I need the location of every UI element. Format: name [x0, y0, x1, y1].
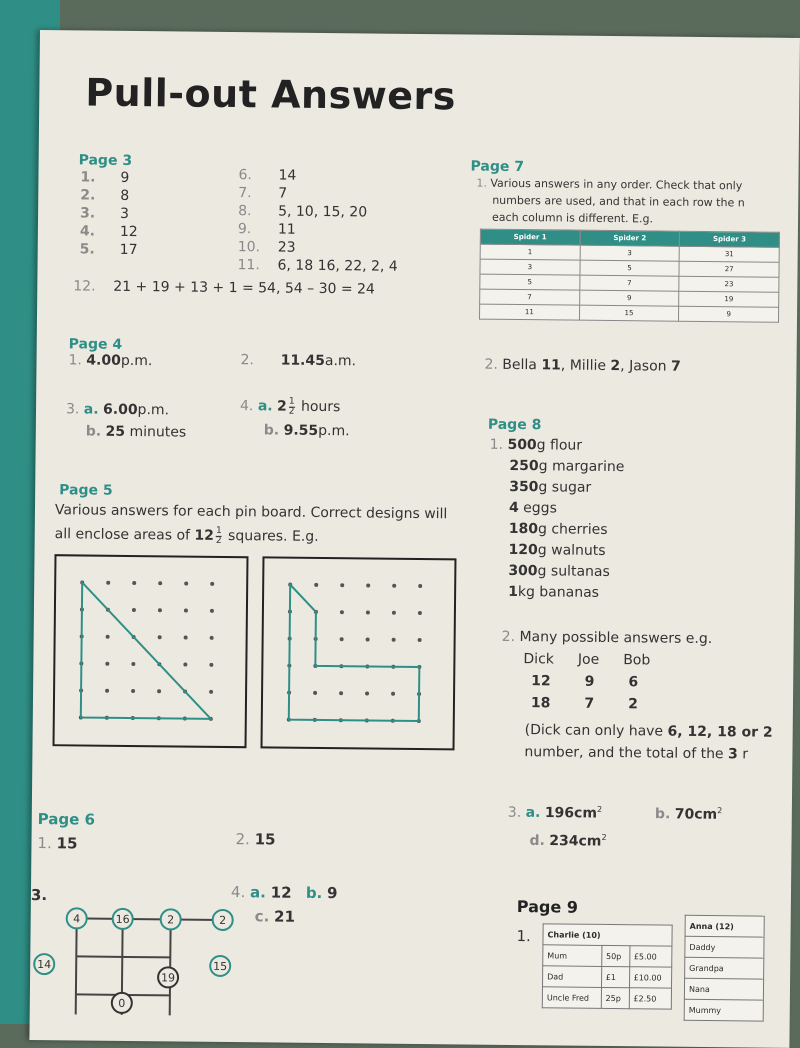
worksheet-page	[29, 30, 800, 1048]
pin-dot	[158, 581, 162, 585]
page-3-answers-left: 1. 9 2. 8 3. 3 4. 12 5. 17	[79, 169, 138, 259]
spider-cell: 3	[580, 245, 680, 261]
fraction-half: $\frac{1}{2}$	[215, 525, 222, 546]
spider-cell: 3	[480, 259, 580, 275]
pin-dot	[106, 635, 110, 639]
spider-cell: 1	[480, 244, 580, 260]
pin-dot	[391, 692, 395, 696]
page-6-q1: 1. 15	[37, 834, 78, 853]
spider-cell: 23	[679, 276, 779, 292]
spider-header-3: Spider 3	[680, 231, 780, 247]
anna-money-table: Anna (12) Daddy Grandpa Nana Mummy	[684, 915, 765, 1022]
number-circle-label: 2	[167, 913, 175, 927]
page-8-q3: 3. a. $196cm^2$ b. $70cm^2$ d. $234cm^2$	[507, 804, 723, 850]
pin-dot	[132, 581, 136, 585]
pin-dot	[105, 689, 109, 693]
pin-dot	[158, 608, 162, 612]
page-5-heading: Page 5	[59, 482, 113, 499]
page-6-heading: Page 6	[37, 810, 96, 829]
page-3-q12: 12. 21 + 19 + 13 + 1 = 54, 54 – 30 = 24	[73, 278, 375, 298]
page-6-q4: 4. a. 12 b. 9 c. 21	[230, 883, 338, 926]
spider-cell: 7	[579, 275, 679, 291]
spider-table	[479, 229, 780, 323]
pin-dot	[210, 636, 214, 640]
page-4-q2: 2. 11.45a.m.	[240, 352, 357, 370]
fraction-half: $\frac{1}{2}$	[288, 396, 295, 417]
number-circle-label: 14	[37, 958, 52, 972]
pin-dot	[366, 583, 370, 587]
page-6-q3-label: 3.	[30, 885, 48, 905]
spider-cell: 5	[480, 274, 580, 290]
number-circle-label: 0	[118, 996, 126, 1010]
spider-cell: 19	[679, 291, 779, 307]
pin-dot	[183, 663, 187, 667]
pin-dot	[105, 662, 109, 666]
pin-dot	[392, 638, 396, 642]
page-7-heading: Page 7	[470, 158, 525, 176]
page-7-instructions: 1. Various answers in any order. Check that only numbers are used, and that in each row the n each column is different. E.g.	[476, 176, 745, 226]
pin-board-l-shape-drawing	[269, 564, 451, 742]
spider-cell: 7	[480, 289, 580, 305]
pin-dot	[314, 583, 318, 587]
l-shape	[289, 585, 420, 721]
page-9-q1-num: 1.	[516, 927, 531, 946]
pin-dot	[392, 611, 396, 615]
page-8-q2-note: (Dick can only have 6, 12, 18 or 2 number, and the total of the 3 r	[524, 722, 773, 763]
spider-cell: 31	[679, 246, 779, 262]
pin-dot	[184, 609, 188, 613]
page-6-q2: 2. 15	[235, 830, 276, 849]
pin-dot	[340, 637, 344, 641]
number-circle-label: 16	[115, 912, 130, 926]
spider-cell: 11	[479, 304, 579, 320]
page-8-q2: 2. Many possible answers e.g.	[501, 628, 713, 648]
number-circle-label: 2	[219, 913, 227, 927]
pin-dot	[210, 582, 214, 586]
spider-header-2: Spider 2	[580, 230, 680, 246]
pin-dot	[106, 581, 110, 585]
page-5-text: Various answers for each pin board. Correct designs will all enclose areas of 12 $\frac{1}{2}$ squares. E.g.	[54, 502, 448, 546]
pin-dot	[132, 608, 136, 612]
pin-board-triangle-drawing	[61, 562, 243, 740]
number-circle-label: 4	[73, 912, 81, 926]
spider-cell: 27	[679, 261, 779, 277]
pin-dot	[210, 609, 214, 613]
pin-dot	[418, 611, 422, 615]
page-4-q3: 3. a. 6.00p.m. b. 25 minutes	[65, 401, 187, 441]
pin-dot	[392, 584, 396, 588]
pin-dot	[209, 663, 213, 667]
page-4-q1: 1. 4.00p.m.	[68, 352, 153, 370]
page-7-q2: 2. Bella 11, Millie 2, Jason 7	[484, 356, 681, 375]
spider-cell: 9	[579, 290, 679, 306]
spider-cell: 15	[579, 305, 679, 321]
spider-row	[479, 304, 778, 322]
pin-dot	[157, 689, 161, 693]
circle-diagram	[30, 904, 228, 1020]
pin-dot	[313, 691, 317, 695]
pin-dot	[184, 636, 188, 640]
pin-dot	[158, 635, 162, 639]
grid-line	[77, 918, 221, 920]
grid-line	[76, 956, 170, 957]
pin-dot	[339, 691, 343, 695]
pin-board-l-shape	[260, 556, 456, 750]
pin-dot	[340, 583, 344, 587]
page-3-heading: Page 3	[78, 152, 133, 169]
spider-cell: 5	[580, 260, 680, 276]
page-3-answers-right: 6. 14 7. 7 8. 5, 10, 15, 20 9. 11 10. 23 11. 6, 18 16, 22, 2, 4	[237, 167, 398, 275]
pin-dot	[184, 582, 188, 586]
spider-header-1: Spider 1	[480, 229, 580, 245]
pin-dot	[131, 689, 135, 693]
pin-dot	[366, 610, 370, 614]
pin-dot	[366, 637, 370, 641]
triangle-shape	[81, 582, 212, 718]
pin-dot	[418, 584, 422, 588]
number-circle-label: 15	[213, 959, 228, 974]
grid-line	[76, 918, 77, 1014]
spider-cell: 9	[679, 306, 779, 322]
page-8-heading: Page 8	[487, 416, 542, 434]
page-4-heading: Page 4	[68, 336, 123, 353]
page-9-heading: Page 9	[516, 897, 579, 917]
charlie-money-table: Charlie (10) Mum 50p £5.00 Dad £1 £10.00 Uncle Fred 25p £2.50	[542, 923, 673, 1009]
names-table: Dick Joe Bob 12 9 6 18 7 2	[523, 651, 651, 713]
pin-dot	[340, 610, 344, 614]
page-4-q4: 4. a. 2 $\frac{1}{2}$ hours b. 9.55p.m.	[239, 396, 350, 440]
pin-dot	[131, 662, 135, 666]
pin-dot	[209, 690, 213, 694]
pin-board-triangle	[53, 554, 249, 748]
pin-dot	[365, 691, 369, 695]
number-circle-label: 19	[161, 971, 176, 985]
page-title: Pull-out Answers	[85, 70, 457, 119]
pin-dot	[418, 638, 422, 642]
circle-diagram-drawing	[30, 904, 228, 1016]
page-8-q1: 1. 500g flour 250g margarine 350g sugar 4 eggs 180g cherries 120g walnuts 300g sultanas 1kg bananas	[489, 436, 625, 601]
